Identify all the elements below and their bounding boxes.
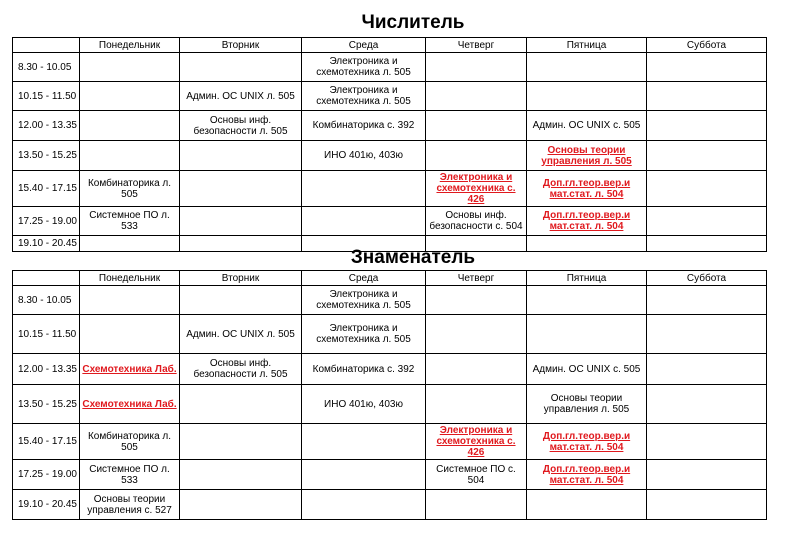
class-cell[interactable] (647, 53, 767, 82)
day-header: Пятница (527, 38, 647, 53)
denominator-title: Знаменатель (350, 247, 476, 268)
class-cell[interactable] (426, 53, 527, 82)
time-slot: 19.10 - 20.45 (13, 236, 80, 252)
time-slot: 15.40 - 17.15 (13, 171, 80, 207)
class-cell[interactable] (302, 460, 426, 490)
class-cell[interactable] (180, 53, 302, 82)
class-cell[interactable] (647, 490, 767, 520)
day-header: Четверг (426, 271, 527, 286)
class-cell[interactable] (647, 286, 767, 315)
class-cell[interactable]: Системное ПО л. 533 (80, 207, 180, 236)
class-cell[interactable]: Основы теории управления с. 527 (80, 490, 180, 520)
day-header: Вторник (180, 38, 302, 53)
time-slot: 17.25 - 19.00 (13, 207, 80, 236)
class-cell[interactable]: ИНО 401ю, 403ю (302, 385, 426, 424)
class-cell[interactable] (426, 385, 527, 424)
class-cell[interactable]: Основы теории управления л. 505 (527, 385, 647, 424)
class-cell[interactable] (527, 286, 647, 315)
day-header: Вторник (180, 271, 302, 286)
class-cell[interactable] (426, 354, 527, 385)
class-cell[interactable] (180, 207, 302, 236)
numerator-schedule-table (12, 37, 767, 252)
class-cell[interactable]: Электроника и схемотехника л. 505 (302, 53, 426, 82)
class-cell[interactable]: Основы инф. безопасности л. 505 (180, 111, 302, 141)
time-slot: 8.30 - 10.05 (13, 53, 80, 82)
class-cell[interactable]: Электроника и схемотехника л. 505 (302, 315, 426, 354)
class-cell[interactable] (180, 490, 302, 520)
class-cell[interactable] (426, 141, 527, 171)
time-slot: 17.25 - 19.00 (13, 460, 80, 490)
highlighted-class: Электроника и схемотехника с. 426 (436, 425, 516, 458)
class-cell[interactable] (80, 82, 180, 111)
class-cell[interactable] (527, 207, 647, 236)
class-cell[interactable]: Комбинаторика с. 392 (302, 354, 426, 385)
table-row (13, 141, 767, 171)
time-slot: 15.40 - 17.15 (13, 424, 80, 460)
class-cell[interactable] (527, 424, 647, 460)
table-row (13, 424, 767, 460)
class-cell[interactable] (647, 111, 767, 141)
class-cell[interactable] (527, 490, 647, 520)
header-row (13, 271, 767, 286)
class-cell[interactable] (527, 315, 647, 354)
class-cell[interactable] (302, 171, 426, 207)
class-cell[interactable] (527, 53, 647, 82)
table-row (13, 460, 767, 490)
day-header: Четверг (426, 38, 527, 53)
class-cell[interactable] (647, 354, 767, 385)
day-header: Понедельник (80, 271, 180, 286)
class-cell[interactable] (80, 286, 180, 315)
highlighted-class: Электроника и схемотехника с. 426 (436, 172, 516, 205)
time-slot: 8.30 - 10.05 (13, 286, 80, 315)
class-cell[interactable]: Комбинаторика с. 392 (302, 111, 426, 141)
class-cell[interactable]: Админ. ОС UNIX л. 505 (180, 315, 302, 354)
class-cell[interactable] (302, 207, 426, 236)
class-cell[interactable] (647, 424, 767, 460)
table-row (13, 207, 767, 236)
day-header: Понедельник (80, 38, 180, 53)
class-cell[interactable] (647, 385, 767, 424)
class-cell[interactable] (80, 111, 180, 141)
table-row (13, 53, 767, 82)
time-slot: 10.15 - 11.50 (13, 82, 80, 111)
table-row (13, 385, 767, 424)
day-header: Суббота (647, 271, 767, 286)
class-cell[interactable] (426, 171, 527, 207)
class-cell[interactable] (527, 460, 647, 490)
class-cell[interactable] (647, 171, 767, 207)
denominator-schedule-table (12, 270, 767, 520)
class-cell[interactable] (302, 424, 426, 460)
class-cell[interactable]: Системное ПО л. 533 (80, 460, 180, 490)
class-cell[interactable] (426, 490, 527, 520)
class-cell[interactable]: Комбинаторика л. 505 (80, 424, 180, 460)
class-cell[interactable]: Электроника и схемотехника л. 505 (302, 286, 426, 315)
class-cell[interactable] (527, 171, 647, 207)
class-cell[interactable] (180, 460, 302, 490)
table-row (13, 82, 767, 111)
highlighted-class: Доп.гл.теор.вер.и мат.стат. л. 504 (542, 210, 631, 232)
class-cell[interactable] (180, 141, 302, 171)
time-slot: 19.10 - 20.45 (13, 490, 80, 520)
class-cell[interactable]: Системное ПО с. 504 (426, 460, 527, 490)
class-cell[interactable] (647, 460, 767, 490)
header-row (13, 38, 767, 53)
day-header: Пятница (527, 271, 647, 286)
class-cell[interactable]: Электроника и схемотехника л. 505 (302, 82, 426, 111)
table-row (13, 490, 767, 520)
class-cell[interactable] (647, 82, 767, 111)
class-cell[interactable] (426, 315, 527, 354)
class-cell[interactable] (647, 207, 767, 236)
class-cell[interactable] (426, 82, 527, 111)
class-cell[interactable] (180, 385, 302, 424)
class-cell[interactable] (527, 82, 647, 111)
day-header: Среда (302, 271, 426, 286)
class-cell[interactable]: ИНО 401ю, 403ю (302, 141, 426, 171)
time-slot: 12.00 - 13.35 (13, 354, 80, 385)
class-cell[interactable] (80, 354, 180, 385)
corner-cell (13, 38, 80, 53)
table-row (13, 354, 767, 385)
table-row (13, 315, 767, 354)
highlighted-class: Основы теории управления л. 505 (541, 144, 632, 167)
class-cell[interactable] (426, 424, 527, 460)
table-row (13, 111, 767, 141)
class-cell[interactable] (426, 286, 527, 315)
class-cell[interactable] (80, 53, 180, 82)
time-slot: 10.15 - 11.50 (13, 315, 80, 354)
class-cell[interactable] (180, 286, 302, 315)
class-cell[interactable] (80, 315, 180, 354)
time-slot: 13.50 - 15.25 (13, 385, 80, 424)
highlighted-class: Доп.гл.теор.вер.и мат.стат. л. 504 (542, 177, 631, 200)
highlighted-class: Схемотехника Лаб. (82, 363, 177, 375)
class-cell[interactable] (527, 141, 647, 171)
highlighted-class: Схемотехника Лаб. (82, 398, 177, 410)
class-cell[interactable] (647, 141, 767, 171)
class-cell[interactable]: Админ. ОС UNIX л. 505 (180, 82, 302, 111)
class-cell[interactable]: Админ. ОС UNIX с. 505 (527, 354, 647, 385)
table-row (13, 171, 767, 207)
time-slot: 13.50 - 15.25 (13, 141, 80, 171)
highlighted-class: Доп.гл.теор.вер.и мат.стат. л. 504 (542, 463, 631, 486)
numerator-title: Числитель (361, 12, 465, 33)
class-cell[interactable]: Основы инф. безопасности л. 505 (180, 354, 302, 385)
class-cell[interactable] (180, 171, 302, 207)
class-cell[interactable] (302, 490, 426, 520)
class-cell[interactable]: Комбинаторика л. 505 (80, 171, 180, 207)
day-header: Среда (302, 38, 426, 53)
corner-cell (13, 271, 80, 286)
class-cell[interactable] (426, 111, 527, 141)
class-cell[interactable]: Основы инф. безопасности с. 504 (426, 207, 527, 236)
time-slot: 12.00 - 13.35 (13, 111, 80, 141)
class-cell[interactable]: Админ. ОС UNIX с. 505 (527, 111, 647, 141)
class-cell[interactable] (80, 141, 180, 171)
class-cell[interactable] (647, 315, 767, 354)
table-row (13, 286, 767, 315)
day-header: Суббота (647, 38, 767, 53)
highlighted-class: Доп.гл.теор.вер.и мат.стат. л. 504 (542, 430, 631, 453)
class-cell[interactable] (180, 424, 302, 460)
class-cell[interactable] (80, 385, 180, 424)
